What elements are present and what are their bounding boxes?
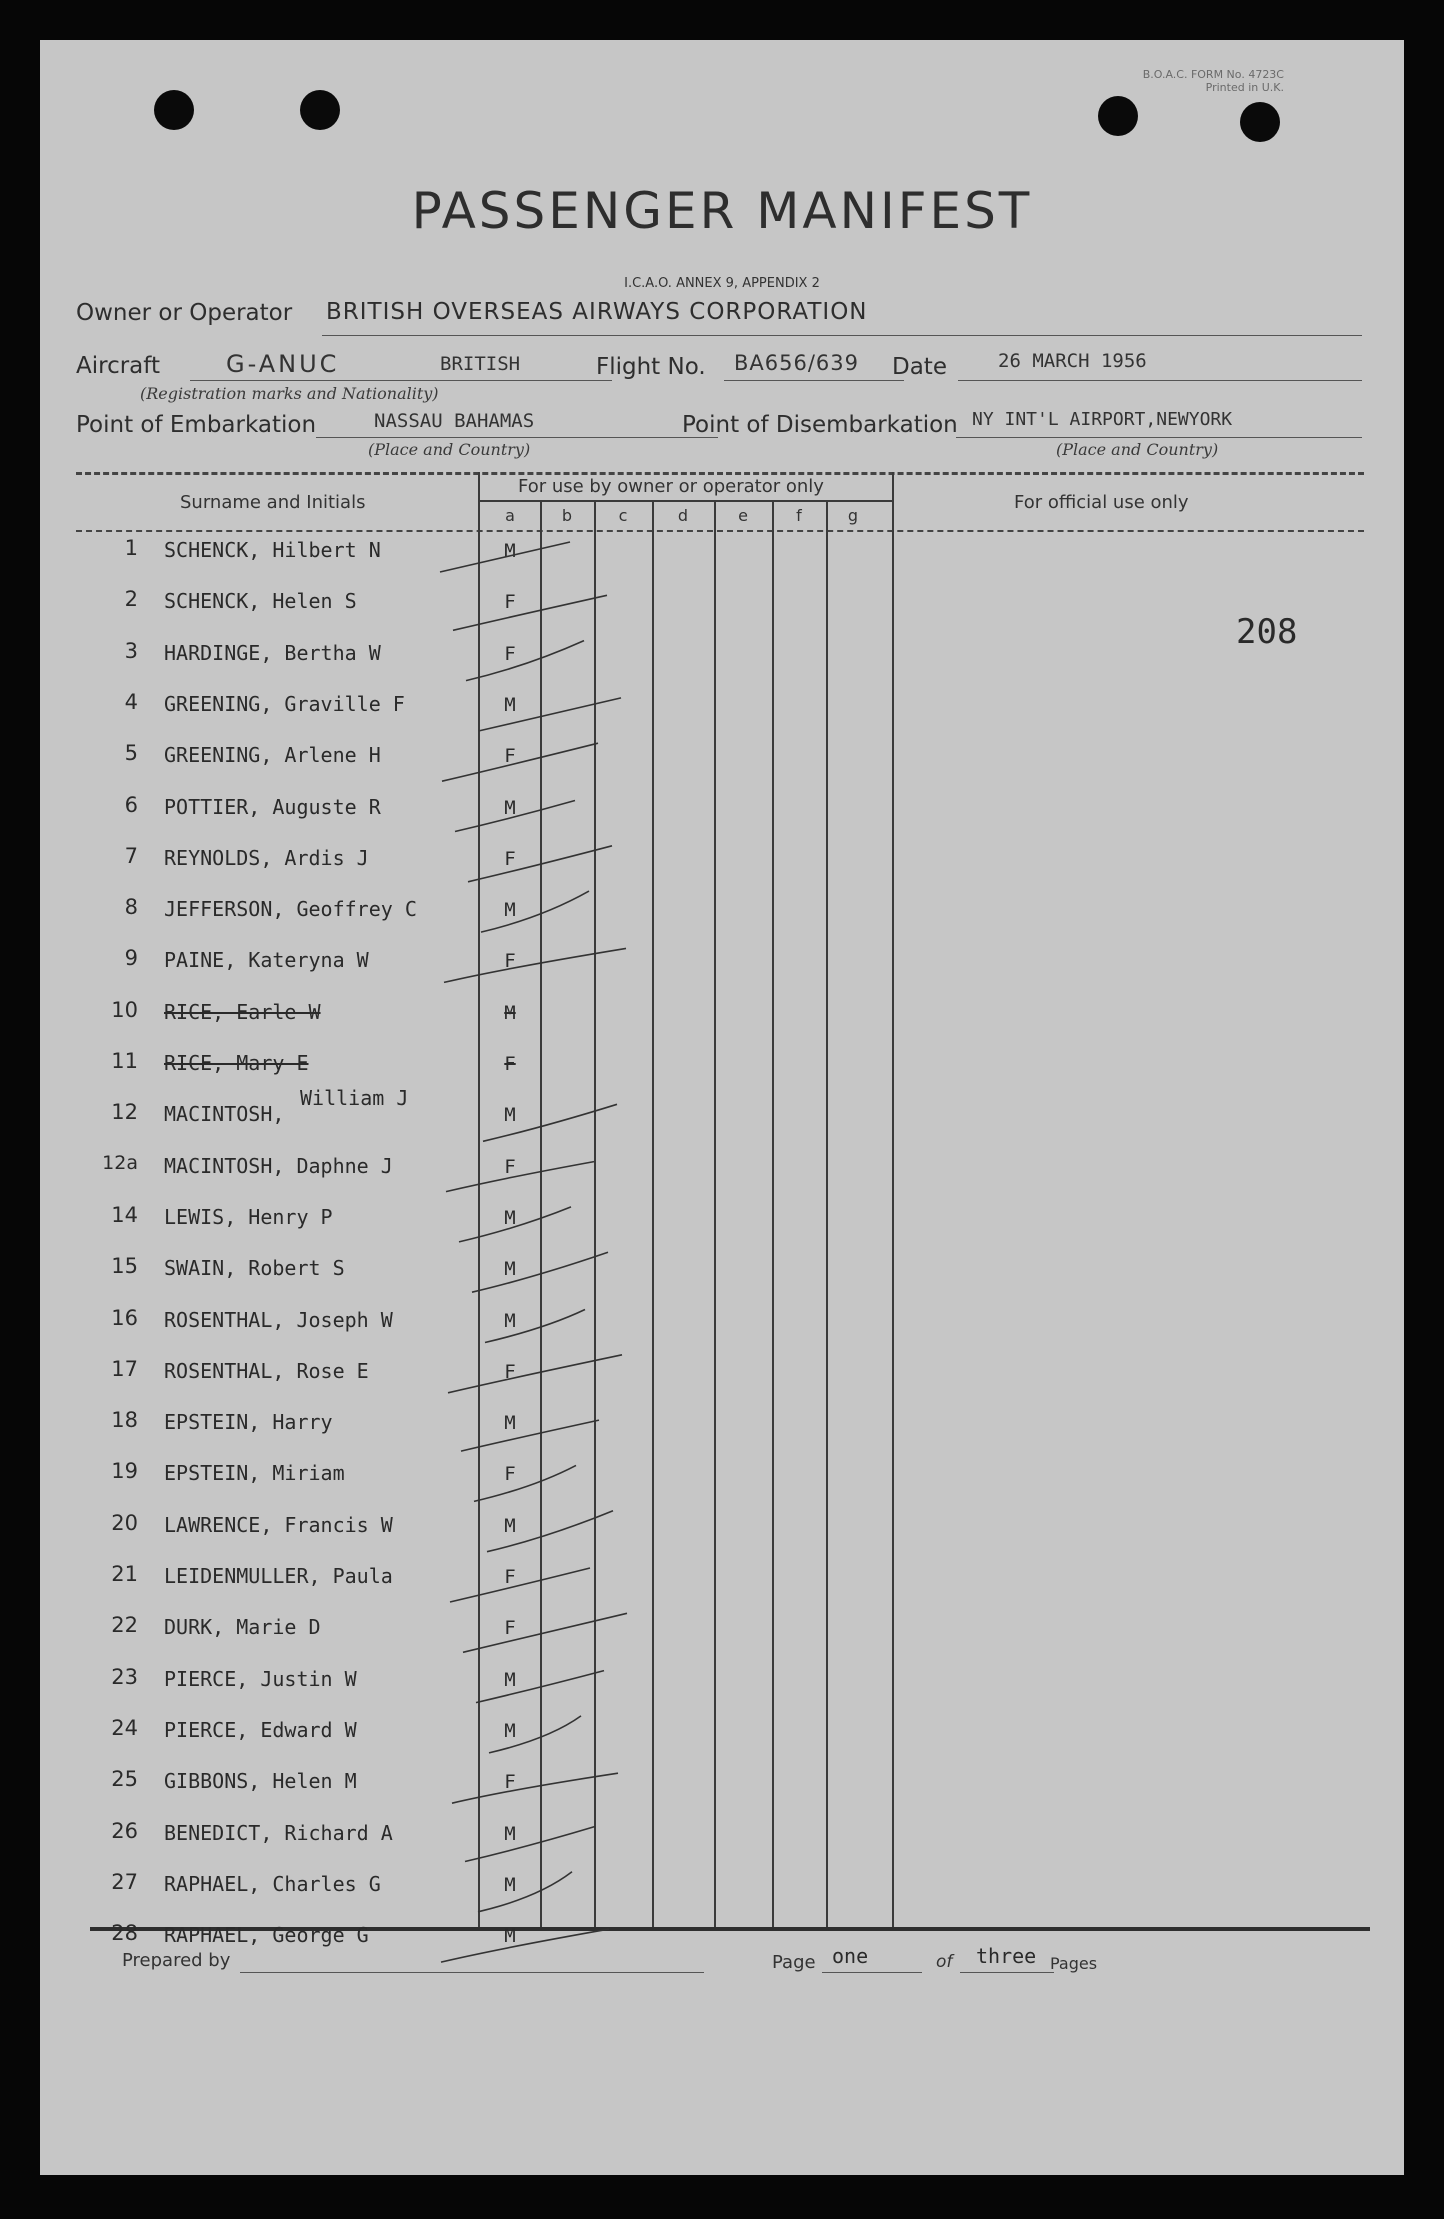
- row-number: 16: [111, 1305, 138, 1330]
- passenger-name: PIERCE, Justin W: [164, 1666, 357, 1691]
- row-number: 8: [124, 895, 138, 920]
- printed-text: Printed in U.K.: [1205, 81, 1284, 94]
- check-mark: [483, 1104, 617, 1141]
- check-mark: [442, 743, 598, 781]
- row-number: 12a: [102, 1151, 138, 1174]
- row-number: 17: [111, 1356, 138, 1381]
- date-value: 26 MARCH 1956: [998, 350, 1147, 372]
- check-mark: [448, 1355, 622, 1393]
- passenger-name: RICE, Earle W: [164, 999, 321, 1024]
- check-mark: [450, 1568, 590, 1602]
- total-pages-value: three: [976, 1944, 1037, 1968]
- passenger-name: PAINE, Kateryna W: [164, 948, 369, 973]
- row-number: 1: [124, 536, 138, 560]
- passenger-sex: F: [504, 1617, 516, 1640]
- passenger-sex: M: [504, 1925, 516, 1948]
- passenger-name: SCHENCK, Helen S: [164, 589, 357, 614]
- document-subtitle: I.C.A.O. ANNEX 9, APPENDIX 2: [624, 276, 820, 291]
- passenger-sex: M: [504, 1258, 516, 1281]
- passenger-name: RICE, Mary E: [164, 1051, 309, 1075]
- passenger-name: BENEDICT, Richard A: [164, 1820, 393, 1845]
- col-official-header: For official use only: [1014, 492, 1189, 513]
- passenger-name: PIERCE, Edward W: [164, 1717, 357, 1742]
- embark-label: Point of Embarkation: [76, 412, 317, 438]
- row-number: 22: [111, 1613, 138, 1638]
- check-mark: [479, 698, 621, 731]
- passenger-sex: M: [504, 899, 516, 922]
- check-mark: [444, 948, 626, 982]
- row-number: 26: [111, 1818, 138, 1843]
- sub-column-f: f: [796, 506, 802, 525]
- row-number: 12: [111, 1100, 138, 1125]
- passenger-sex: F: [504, 1360, 516, 1383]
- passenger-sex: M: [504, 540, 516, 562]
- date-label: Date: [892, 354, 947, 380]
- sub-column-b: b: [561, 506, 573, 525]
- check-mark: [452, 1773, 618, 1803]
- passenger-sex: F: [504, 1053, 516, 1075]
- passenger-sex: F: [504, 1566, 516, 1588]
- row-number: 28: [111, 1921, 138, 1946]
- passenger-name: LEIDENMULLER, Paula: [164, 1564, 393, 1588]
- check-mark: [459, 1207, 571, 1242]
- passenger-name: EPSTEIN, Harry: [164, 1410, 333, 1435]
- form-number-text: B.O.A.C. FORM No. 4723C: [1142, 68, 1284, 81]
- page-value: one: [832, 1944, 869, 1968]
- passenger-sex: M: [504, 1514, 516, 1537]
- disembark-note: (Place and Country): [1056, 440, 1219, 459]
- of-label: of: [936, 1952, 953, 1972]
- passenger-sex: F: [504, 745, 516, 768]
- row-number: 25: [111, 1767, 138, 1792]
- owner-label: Owner or Operator: [76, 300, 293, 326]
- passenger-name: LEWIS, Henry P: [164, 1204, 333, 1229]
- document-title: PASSENGER MANIFEST: [411, 182, 1033, 240]
- check-mark: [474, 1465, 576, 1501]
- passenger-sex: M: [504, 1873, 516, 1896]
- passenger-name-insert: William J: [300, 1086, 409, 1111]
- row-number: 4: [124, 689, 138, 714]
- row-number: 2: [124, 587, 138, 612]
- sub-column-a: a: [505, 506, 515, 525]
- passenger-sex: M: [504, 1001, 516, 1024]
- passenger-sex: F: [504, 1155, 516, 1178]
- passenger-name: SCHENCK, Hilbert N: [164, 538, 381, 562]
- passenger-name: JEFFERSON, Geoffrey C: [164, 897, 417, 922]
- passenger-name: DURK, Marie D: [164, 1615, 321, 1640]
- check-mark: [468, 846, 612, 882]
- passenger-sex: F: [504, 642, 516, 665]
- passenger-name: POTTIER, Auguste R: [164, 794, 381, 819]
- passenger-sex: F: [504, 591, 516, 614]
- aircraft-nationality: BRITISH: [440, 353, 521, 375]
- aircraft-registration: G-ANUC: [226, 350, 340, 378]
- passenger-sex: M: [504, 1206, 516, 1229]
- passenger-sex: M: [504, 1104, 516, 1127]
- row-number: 3: [124, 638, 138, 663]
- passenger-name: EPSTEIN, Miriam: [164, 1461, 345, 1486]
- embark-note: (Place and Country): [368, 440, 531, 459]
- passenger-sex: F: [504, 1463, 516, 1486]
- row-number: 24: [111, 1715, 138, 1740]
- check-mark: [441, 1929, 609, 1962]
- flight-label: Flight No.: [596, 354, 706, 380]
- check-mark: [481, 891, 589, 932]
- check-mark: [485, 1310, 585, 1343]
- aircraft-note: (Registration marks and Nationality): [140, 384, 439, 403]
- row-number: 19: [111, 1459, 138, 1484]
- sub-column-e: e: [738, 506, 748, 525]
- check-mark: [455, 801, 575, 832]
- sub-column-d: d: [677, 506, 689, 525]
- check-marks: [40, 40, 1404, 2175]
- row-number: 27: [111, 1869, 138, 1894]
- row-number: 14: [111, 1202, 138, 1227]
- passenger-sex: M: [504, 1822, 516, 1845]
- row-number: 7: [124, 843, 138, 868]
- owner-value: BRITISH OVERSEAS AIRWAYS CORPORATION: [326, 299, 868, 325]
- passenger-sex: M: [504, 1719, 516, 1742]
- row-number: 23: [111, 1664, 138, 1689]
- row-number: 21: [111, 1562, 138, 1586]
- passenger-sex: M: [504, 1668, 516, 1691]
- total-value-line: [960, 1972, 1054, 1973]
- check-mark: [453, 595, 607, 630]
- check-mark: [472, 1252, 608, 1292]
- passenger-name: GREENING, Arlene H: [164, 743, 381, 768]
- manifest-sheet: [40, 40, 1404, 2175]
- sub-column-c: c: [618, 506, 628, 525]
- row-number: 5: [124, 741, 138, 766]
- check-mark: [489, 1716, 581, 1753]
- passenger-sex: F: [504, 950, 516, 973]
- prepared-by-line: [240, 1972, 704, 1973]
- embark-value: NASSAU BAHAMAS: [374, 410, 535, 432]
- check-mark: [487, 1511, 613, 1552]
- passenger-name: GIBBONS, Helen M: [164, 1769, 357, 1794]
- prepared-by-label: Prepared by: [122, 1950, 231, 1971]
- passenger-sex: M: [504, 796, 516, 819]
- passenger-name: LAWRENCE, Francis W: [164, 1512, 393, 1537]
- passenger-sex: F: [504, 847, 516, 870]
- passenger-name: RAPHAEL, Charles G: [164, 1871, 381, 1896]
- col-operator-header: For use by owner or operator only: [518, 476, 824, 497]
- passenger-name: HARDINGE, Bertha W: [164, 640, 381, 665]
- passenger-sex: M: [504, 693, 516, 716]
- col-surname-header: Surname and Initials: [180, 492, 366, 513]
- passenger-name: GREENING, Graville F: [164, 691, 405, 716]
- row-number: 18: [111, 1408, 138, 1433]
- check-mark: [463, 1613, 627, 1652]
- check-mark: [476, 1668, 604, 1703]
- passenger-name: ROSENTHAL, Joseph W: [164, 1307, 393, 1332]
- row-number: 6: [124, 792, 138, 817]
- row-number: 9: [124, 946, 138, 971]
- row-number: 20: [111, 1510, 138, 1535]
- check-mark: [465, 1827, 595, 1862]
- passenger-name: SWAIN, Robert S: [164, 1256, 345, 1281]
- page-label: Page: [772, 1952, 816, 1973]
- sub-column-g: g: [847, 506, 859, 525]
- row-number: 11: [111, 1049, 138, 1073]
- passenger-sex: M: [504, 1309, 516, 1332]
- disembark-value: NY INT'L AIRPORT,NEWYORK: [972, 409, 1233, 430]
- check-mark: [446, 1162, 594, 1192]
- passenger-name: ROSENTHAL, Rose E: [164, 1358, 369, 1383]
- official-stamp-number: 208: [1236, 612, 1298, 652]
- passenger-sex: F: [504, 1771, 516, 1794]
- passenger-sex: M: [504, 1412, 516, 1435]
- check-mark: [478, 1872, 572, 1912]
- check-mark: [440, 542, 570, 572]
- check-mark: [461, 1420, 599, 1451]
- page-value-line: [822, 1972, 922, 1973]
- pages-label: Pages: [1050, 1954, 1098, 1973]
- passenger-name: MACINTOSH,: [164, 1102, 285, 1127]
- row-number: 15: [111, 1254, 138, 1279]
- passenger-name: MACINTOSH, Daphne J: [164, 1153, 393, 1178]
- flight-value: BA656/639: [734, 351, 860, 375]
- disembark-label: Point of Disembarkation: [682, 412, 958, 438]
- passenger-name: RAPHAEL, George G: [164, 1923, 369, 1948]
- aircraft-label: Aircraft: [76, 353, 160, 379]
- row-number: 10: [111, 997, 138, 1022]
- check-mark: [466, 641, 584, 681]
- passenger-name: REYNOLDS, Ardis J: [164, 845, 369, 870]
